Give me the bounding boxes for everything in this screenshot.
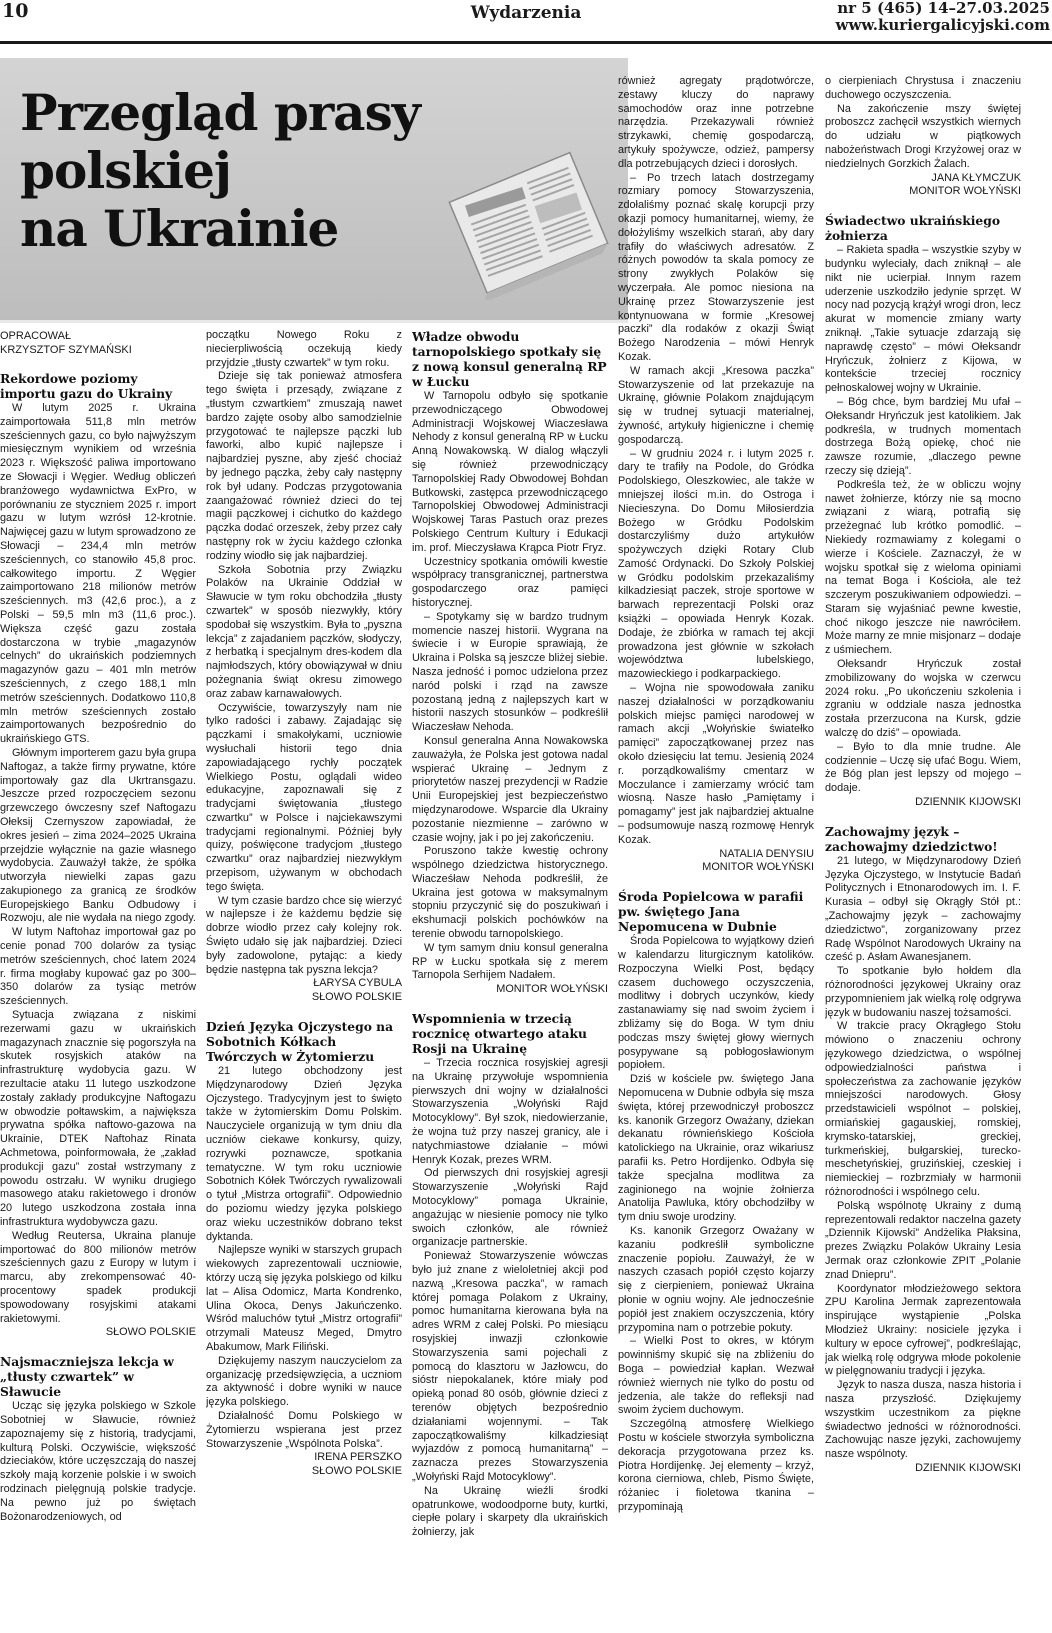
article-signature [825, 172, 1021, 200]
article-paragraph: – Bóg chce, bym bardziej Mu ufał – Ołeksandr Hryńczuk jest katolikiem. Jak podkreśla, w trudnych momentach dostrzega Bożą opiekę, choć nie zawsze rozumie, „dlaczego pewne rzeczy się dzieją”. [825, 395, 1021, 477]
masthead-title-line: na Ukrainie [20, 199, 339, 258]
article-paragraph: Ołeksandr Hryńczuk został zmobilizowany do wojska w czerwcu 2024 roku. „Po ukończeniu szkolenia i zgraniu w oddziale nasza jednostka została przerzucona na Kursk, gdzie walczę do dziś” – opowiada. [825, 658, 1021, 740]
article-paragraph: Dziś w kościele pw. świętego Jana Nepomucena w Dubnie odbyła się msza święta, której przewodniczył proboszcz ks. kanonik Grzegorz Oważany, dziekan dekanatu równieńskiego Kościoła katolickiego na Ukrainie, oraz wikariusz parafii ks. Petro Hordijenko. Odbyła się także specjalna modlitwa za zaginionego na wojnie żołnierza Anatolija Pawluka, który obchodziłby w tym dniu swoje urodziny. [618, 1073, 814, 1224]
article-paragraph: początku Nowego Roku z niecierpliwością oczekują kiedy przyjdzie „tłusty czwartek” w tym roku. [206, 329, 402, 369]
article-title: Władze obwodu tarnopolskiego spotkały się z nową konsul generalną RP w Łucku [412, 329, 607, 389]
article-paragraph: Sytuacja związana z niskimi rezerwami gazu w ukraińskich magazynach znacznie się pogorszyła na skutek rosyjskich ataków na infrastrukturę wydobycia gazu. W rezultacie ataku 11 lutego uszkodzone zostały zakłady produkcyjne Naftogazu w obwodzie połtawskim, a największa prywatna spółka naftowo-gazowa na Ukrainie, DTEK Naftohaz Rinata Achmetowa, poinformowała, że „zakład produkcji gazu” został wstrzymany z powodu ostrzału. W wyniku drugiego masowego ataku rakietowego i dronów 20 lutego uszkodzona została inna infrastruktura wydobywcza gazu. [0, 1009, 196, 1229]
issue-number: nr 5 (465) 14–27.03.2025 [837, 0, 1050, 17]
article-paragraph: Na Ukrainę wieźli środki opatrunkowe, wodoodporne buty, kurtki, ciepłe polary i skarpety dla ukraińskich żołnierzy, jak [412, 1484, 608, 1539]
article-paragraph: 21 lutego obchodzony jest Międzynarodowy Dzień Języka Ojczystego. Tradycyjnym jest to święto także w żytomierskim Domu Polskim. Nauczyciele organizują w tym dniu dla uczniów ciekawe konkursy, quizy, rozrywki poznawcze, spotkania tematyczne. W tym roku uczniowie Sobotnich Kółek Twórczych rywalizowali o tytuł „Mistrza ortografii”. Odpowiednio do poziomu wiedzy języka polskiego oraz wieku uczestników dobrano tekst dyktanda. [206, 1065, 402, 1243]
article-paragraph: Działalność Domu Polskiego w Żytomierzu wspierana jest przez Stowarzyszenie „Wspólnota Polska”. [206, 1409, 402, 1450]
article-paragraph: W trakcie pracy Okrągłego Stołu mówiono o znaczeniu ochrony językowego dziedzictwa, o wspólnej odpowiedzialności państwa i społeczeństwa za zachowanie języków mniejszości narodowych. Głosy przedstawicieli wspólnot – polskiej, ormiańskiej gagauskiej, romskiej, krymsko-tatarskiej, greckiej, turkmeńskiej, bułgarskiej, turecko-meschetyńskiej, gruzińskiej, czeskiej i niemieckiej – rozbrzmiały w harmonii różnorodności i wspólnego celu. [825, 1020, 1021, 1198]
article-paragraph: Głównym importerem gazu była grupa Naftogaz, a także firmy prywatne, które importowały gaz dla Ukrtransgazu. Jeszcze przed rozpoczęciem sezonu grzewczego ówczesny szef Naftogazu Ołeksij Czernyszow zapowiadał, że okres jesień – zima 2024–2025 Ukraina przejdzie wyłącznie na gazie własnego wydobycia. Zauważył także, że spółka utworzyła niewielki zapas gazu zakupionego za granicą ze środków Europejskiego Banku Odbudowy i Rozwoju, ale nie wydała na niego zgody. [0, 746, 196, 925]
article-paragraph: – W grudniu 2024 r. i lutym 2025 r. dary te trafiły na Podole, do Gródka Podolskiego, Oleszkowiec, ale także w mniejszej ilości m.in. do Ostroga i Niecieszyna. Do Domu Miłosierdzia Bożego w Gródku Podolskim dostarczyliśmy dużo artykułów spożywczych dzięki Rotary Club Zamość Ordynacki. Do Szkoły Polskiej w Gródku podolskim przekazaliśmy kilkadziesiąt paczek, stroje sportowe w barwach reprezentacji Polski oraz książki – opowiada Henryk Kozak. Dodaje, że zbiórka w ramach tej akcji prowadzona jest głównie w szkołach województwa lubelskiego, mazowieckiego i podkarpackiego. [618, 447, 814, 681]
byline-author: KRZYSZTOF SZYMAŃSKI [0, 344, 132, 356]
article-paragraph: Od pierwszych dni rosyjskiej agresji Stowarzyszenie „Wołyński Rajd Motocyklowy” pomaga Ukrainie, angażując w niesienie pomocy nie tylko swoich członków, ale również organizacje partnerskie. [412, 1167, 608, 1249]
article-paragraph: Na zakończenie mszy świętej proboszcz zachęcił wszystkich wiernych do udziału w piątkowych nabożeństwach Drogi Krzyżowej oraz w niedzielnych Gorzkich Żalach. [825, 102, 1021, 170]
article-signature: MONITOR WOŁYŃSKI [496, 983, 608, 996]
issue-info [836, 0, 1050, 34]
article-title: Rekordowe poziomy importu gazu do Ukrainy [0, 371, 173, 401]
article-paragraph: – Po trzech latach dostrzegamy rozmiary pomocy Stowarzyszenia, zdołaliśmy poznać skalę korupcji przy okazji pomocy humanitarnej, wiemy, że dołożyliśmy wszelkich starań, aby dary trafiły do właściwych adresatów. Z różnych powodów ta skala pomocy ze strony zwykłych Polaków się wyczerpała. Ale pomoc niesiona na Ukrainę przez Stowarzyszenie jest kontynuowana w formie „Kresowej paczki” dla rodaków z okazji Świąt Bożego Narodzenia – mówi Henryk Kozak. [618, 171, 814, 363]
section-name: Wydarzenia [470, 3, 582, 23]
article-paragraph: Najlepsze wyniki w starszych grupach wiekowych zaprezentowali uczniowie, którzy uczą się języka polskiego od kilku lat – Alisa Odomicz, Marta Kondrenko, Ulina Okoca, Denys Jakuńczenko. Wśród maluchów tytuł „Mistrz ortografii” otrzymali Mateusz Meged, Dmytro Abakumow, Mark Filiński. [206, 1244, 402, 1353]
column-5 [825, 75, 1021, 1630]
article-paragraph: o cierpieniach Chrystusa i znaczeniu duchowego oczyszczenia. [825, 75, 1021, 101]
article-signature: SŁOWO POLSKIE [105, 1326, 196, 1339]
article-paragraph: Według Reutersa, Ukraina planuje importować do 800 milionów metrów sześciennych gazu z Europy w lutym i marcu, aby zrekompensować 40-procentowy spadek produkcji spowodowany rosyjskimi atakami rakietowymi. [0, 1229, 196, 1325]
article-paragraph: Dzieje się tak ponieważ atmosfera tego święta i przesądy, związane z „tłustym czwartkiem” zmuszają nawet bardzo zajęte osoby albo samodzielnie przygotować te najlepsze pączki lub faworki, albo kupić najlepsze i najbardziej pyszne, aby zjeść chociaż by jednego pączka, żeby cały następny rok był udany. Podczas przygotowania zaangażować również dzieci do tej magii pączkowej i cichutko do każdego pączka dodać orzeszek, żeby przez cały następny rok w życiu każdego członka rodziny wiodło się jak najbardziej. [206, 370, 402, 562]
masthead-title-line: polskiej [20, 141, 231, 200]
article-paragraph: – Trzecia rocznica rosyjskiej agresji na Ukrainę przywołuje wspomnienia pierwszych dni wojny w działalności Stowarzyszenia „Wołyński Rajd Motocyklowy”. Był szok, niedowierzanie, że wojna tuż przy naszej granicy, ale i natychmiastowe działanie – mówi Henryk Kozak, prezes WRM. [412, 1057, 608, 1166]
article-paragraph: – Było to dla mnie trudne. Ale codziennie – Uczę się ufać Bogu. Wiem, że Bóg plan jest lepszy od mojego – dodaje. [825, 740, 1021, 795]
article-paragraph: Poruszono także kwestię ochrony wspólnego dziedzictwa historycznego. Wiacześław Nehoda podkreślił, że Ukraina jest gotowa w maksymalnym stopniu przyczynić się do poszukiwań i ekshumacji polskich pochówków na terenie obwodu tarnopolskiego. [412, 845, 608, 941]
column-4 [618, 75, 814, 1630]
masthead-title-line: Przegląd prasy [20, 83, 420, 142]
article-paragraph: Podkreśla też, że w obliczu wojny nawet żołnierze, którzy nie są mocno związani z wiarą, potrafią się przeżegnać lub krótko pomodlić. – Niekiedy rozmawiamy z kolegami o wierze i Kościele. Zaznaczył, że w wojsku spotkał się z wieloma opiniami na temat Boga i Kościoła, ale też szczerym poszukiwaniem odpowiedzi. – Staram się wyjaśniać pewne kwestie, choć nikogo jeszcze nie nawróciłem. Może marny ze mnie misjonarz – dodaje z uśmiechem. [825, 478, 1021, 657]
article-paragraph: Język to nasza dusza, nasza historia i nasza przyszłość. Dziękujemy wszystkim uczestnikom za piękne świadectwo jedności w różnorodności. Zachowując nasze języki, zachowujemy nasze wspólnoty. [825, 1379, 1021, 1461]
article-paragraph: W tym samym dniu konsul generalna RP w Łucku spotkała się z merem Tarnopola Serhijem Nadałem. [412, 941, 608, 982]
signature-author: NATALIA DENYSIU [719, 847, 814, 860]
article-paragraph: Konsul generalna Anna Nowakowska zauważyła, że Polska jest gotowa nadal wspierać Ukrainę – Jednym z priorytetów naszej prezydencji w Radzie Unii Europejskiej jest bezpieczeństwo międzynarodowe. Wsparcie dla Ukrainy pozostanie niezmienne – zarówno w czasie wojny, jak i po jej zakończeniu. [412, 734, 608, 844]
article-paragraph: – Spotykamy się w bardzo trudnym momencie naszej historii. Wygrana na świecie i w Europie sprawiają, że Ukraina i Polska są jeszcze bliżej siebie. Nasza jedność i pomoc udzielona przez naród polski i rząd na zawsze pozostaną jedną z najlepszych kart w historii naszych stosunków – podkreślił Wiaczesław Nehoda. [412, 610, 608, 734]
article-paragraph: – Rakieta spadła – wszystkie szyby w budynku wyleciały, dach zniknął – ale nikt nie ucierpiał. Innym razem uderzenie uszkodziło jedynie sprzęt. W nocy nad pozycją krążył wrogi dron, lecz akurat w momencie zmiany warty zniknął. „Takie sytuacje zdarzają się naprawdę często” – mówi Ołeksandr Hryńczuk, żołnierz z Kijowa, w kontekście trzeciej rocznicy pełnoskalowej wojny w Ukrainie. [825, 244, 1021, 395]
signature-author: ŁARYSA CYBULA [313, 977, 402, 990]
article-paragraph: – Wojna nie spowodowała zaniku naszej działalności w porządkowaniu polskich miejsc pamięci narodowej w ramach akcji „Wołyńskie światełko pamięci” zapoczątkowanej przez nas około dziesięciu lat temu. Jesienią 2024 r. porządkowaliśmy cmentarz w Moczulance i zamierzamy wrócić tam wiosną. Nasze hasło „Pamiętamy i pomagamy” jest jak najbardziej aktualne – podsumowuje naszą rozmowę Henryk Kozak. [618, 682, 814, 846]
article-title: Zachowajmy język – zachowajmy dziedzictwo! [825, 823, 998, 854]
article-paragraph: Uczestnicy spotkania omówili kwestie współpracy transgranicznej, partnerstwa gospodarczego oraz pamięci historycznej. [412, 555, 608, 609]
article-paragraph: W lutym Naftohaz importował gaz po cenie ponad 700 dolarów za tysiąc metrów sześciennych, choć latem 2024 r. firma mogłaby kupować gaz po 300–350 dolarów za tysiąc metrów sześciennych. [0, 926, 196, 1008]
article-signature: DZIENNIK KIJOWSKI [915, 796, 1021, 809]
article-paragraph: Ks. kanonik Grzegorz Oważany w kazaniu podkreślił symboliczne znaczenie popiołu. Zauważył, że w naszych czasach popiół często kojarzy się z cierpieniem, ponieważ Ukraina płonie w ogniu wojny. Ale jednocześnie popiół jest znakiem oczyszczenia, który przypomina nam o potrzebie pokuty. [618, 1224, 814, 1334]
article-paragraph: Oczywiście, towarzyszyły nam nie tylko radości i zabawy. Zajadając się pączkami i smakołykami, uczniowie wysłuchali historii tego dnia zapowiadającego rychły początek Wielkiego Postu, oglądali wideo edukacyjne, zapoznawali się z tradycjami świętowania „tłustego czwartku” w Polsce i najciekawszymi tradycjami regionalnymi. Później były quizy, poświęcone tradycjom „tłustego czwartku” oraz najbardziej niezwykłym przepisom, używanym w obchodach tego święta. [206, 701, 402, 893]
article-paragraph: Ponieważ Stowarzyszenie wówczas było już znane z wieloletniej akcji pod nazwą „Kresowa paczka”, w ramach której pomaga Polakom z Ukrainy, pomoc humanitarna kierowana była na adres WRM z całej Polski. Po miesiącu rosyjskiej inwazji członkowie Stowarzyszenia sami pojechali z pomocą do klasztoru w Jazłowcu, do sióstr niepokalanek, które miały pod opieką ponad 80 osób, głównie dzieci z terenów objętych bezpośrednio działaniami wojennymi. – Tak zapoczątkowaliśmy kilkadziesiąt wyjazdów z pomocą humanitarną” – zaznacza prezes Stowarzyszenia „Wołyński Rajd Motocyklowy”. [412, 1250, 608, 1483]
article-title: Najsmaczniejsza lekcja w „tłusty czwartek” w Sławucie [0, 1354, 174, 1400]
article-paragraph: W ramach akcji „Kresowa paczka” Stowarzyszenie od lat przekazuje na Ukrainę, głównie Polakom znajdującym się w trudnej sytuacji materialnej, żywność, artykuły higieniczne i chemię gospodarczą. [618, 364, 814, 446]
masthead-title [20, 84, 440, 258]
signature-author: IRENA PERSZKO [314, 1451, 402, 1464]
article-paragraph: To spotkanie było hołdem dla różnorodności językowej Ukrainy oraz przypomnieniem jak wielką rolę odgrywa język w budowaniu naszej tożsamości. [825, 965, 1021, 1019]
byline-line: OPRACOWAŁ [0, 330, 72, 342]
article-signature: DZIENNIK KIJOWSKI [915, 1461, 1021, 1474]
masthead-banner [0, 58, 628, 323]
article-paragraph: Szkoła Sobotnia przy Związku Polaków na Ukrainie Oddział w Sławucie w tym roku obchodziła „tłusty czwartek” w sposób niezwykły, który spodobał się wszystkim. Była to „pyszna lekcja” z zajadaniem pączków, słodyczy, z herbatką i specjalnym dres-kodem dla najmłodszych, który obowiązywał w dniu pożegnania świąt okresu zimowego oraz zabaw karnawałowych. [206, 563, 402, 700]
signature-source: SŁOWO POLSKIE [311, 1465, 402, 1478]
article-signature [618, 848, 814, 876]
article-paragraph: – Wielki Post to okres, w którym powinniśmy skupić się na zbliżeniu do Boga – powiedział kapłan. Wezwał również wiernych nie tylko do postu od jedzenia, ale także do refleksji nad swoim życiem duchowym. [618, 1335, 814, 1417]
article-paragraph: Szczególną atmosferę Wielkiego Postu w kościele stworzyła symboliczna dekoracja przygotowana przez ks. Piotra Hordijenkę. Jej elementy – krzyż, korona cierniowa, chleb, Pismo Święte, różaniec i fioletowa tkanina – przypominają [618, 1418, 814, 1513]
signature-author: JANA KŁYMCZUK [931, 171, 1021, 184]
article-paragraph: W Tarnopolu odbyło się spotkanie przewodniczącego Obwodowej Administracji Wojskowej Wiaczesława Nehody z konsul generalną RP w Łucku Anną Nowakowską. W dialog włączyli się również przewodniczący Tarnopolskiej Rady Obwodowej Bohdan Butkowski, zastępca przewodniczącego Tarnopolskiej Obwodowej Administracji Wojskowej Taras Pastuch oraz prezes Polskiego Centrum Kultury i Edukacji im. prof. Mieczysława Krąpca Piotr Fryz. [412, 390, 608, 554]
article-title: Świadectwo ukraińskiego żołnierza [825, 213, 1001, 244]
page-number: 10 [2, 0, 29, 22]
signature-source: MONITOR WOŁYŃSKI [909, 185, 1021, 198]
column-1 [0, 329, 196, 1629]
site-url[interactable]: www.kuriergalicyjski.com [835, 16, 1050, 34]
article-signature [206, 977, 402, 1005]
newspaper-icon [440, 150, 610, 300]
article-title: Dzień Języka Ojczystego na Sobotnich Kółkach Twórczych w Żytomierzu [206, 1019, 394, 1065]
article-title: Wspomnienia w trzecią rocznicę otwartego ataku Rosji na Ukrainę [412, 1011, 587, 1057]
article-paragraph: Dziękujemy naszym nauczycielom za organizację przedsięwzięcia, a uczniom za aktywność i dobre wyniki w nauce języka polskiego. [206, 1354, 402, 1409]
column-3 [412, 329, 608, 1629]
article-paragraph: również agregaty prądotwórcze, zestawy kluczy do naprawy samochodów oraz inne potrzebne narzędzia. Przekazywali również strzykawki, chemię gospodarczą, artykuły spożywcze, odzież, pampersy dla potrzebujących dzieci i dorosłych. [618, 75, 814, 170]
article-paragraph: Koordynator młodzieżowego sektora ZPU Karolina Jermak zaprezentowała inspirujące wystąpienie „Polska Młodzież Ukrainy: nosiciele języka i kultury w epoce cyfrowej”, podkreślając, jak wielką rolę odgrywa młode pokolenie w pielęgnowaniu tradycji i języka. [825, 1282, 1021, 1378]
page-header [0, 0, 1052, 44]
article-paragraph: Ucząc się języka polskiego w Szkole Sobotniej w Sławucie, również zapoznajemy się z historią, tradycjami, kulturą Polski. Oczywiście, większość dzieciaków, które uczęszczają do naszej szkoły mają korzenie polskie i w swoich rodzinach pielęgnują polskie tradycje. Na pewno już po świętach Bożonarodzeniowych, od [0, 1400, 196, 1523]
article-paragraph: W lutym 2025 r. Ukraina zaimportowała 511,8 mln metrów sześciennych gazu, co było najwyższym miesięcznym wynikiem od września 2023 r. Większość paliwa importowano ze Słowacji i Węgier. Według obliczeń branżowego wydawnictwa ExPro, w porównaniu ze styczniem 2025 r. import gazu w lutym wzrósł 12-krotnie. Najwięcej gazu w lutym sprowadzono ze Słowacji – 234,4 mln metrów sześciennych, co stanowiło 45,8 proc. całkowitego importu. Z Węgier zaimportowano 218 milionów metrów sześciennych. m3 (42,6 proc.), a z Polski – 59,5 mln m3 (11,6 proc.). Większa część gazu została dostarczona w trybie „magazynów celnych” do ukraińskich podziemnych magazynów gazu – 401 mln metrów sześciennych, z czego 188,1 mln metrów sześciennych. Dodatkowo 110,8 mln metrów sześciennych zostało zaimportowanych bezpośrednio do ukraińskiego GTS. [0, 402, 196, 746]
article-title: Środa Popielcowa w parafii pw. świętego Jana Nepomucena w Dubnie [618, 889, 804, 935]
signature-source: MONITOR WOŁYŃSKI [702, 861, 814, 874]
byline [0, 329, 196, 357]
article-paragraph: Środa Popielcowa to wyjątkowy dzień w kalendarzu liturgicznym katolików. Rozpoczyna Wielki Post, będący czasem duchowego oczyszczenia, modlitwy i dobrych uczynków, kiedy zastanawiamy się nad swoim życiem i zbliżamy się do Boga. W tym dniu podczas mszy świętej głowy wiernych posypywane są pobłogosławionym popiołem. [618, 935, 814, 1072]
column-2 [206, 329, 402, 1629]
article-paragraph: Polską wspólnotę Ukrainy z dumą reprezentowali redaktor naczelna gazety „Dziennik Kijowski” Andżelika Płaksina, prezes Związku Polaków Ukrainy Lesia Jermak oraz członkowie ZPIT „Polanie znad Dniepru”. [825, 1199, 1021, 1281]
article-paragraph: 21 lutego, w Międzynarodowy Dzień Języka Ojczystego, w Instytucie Badań Politycznych i Etnonarodowych im. I. F. Kurasia – odbył się Okrągły Stół pt.: „Zachowajmy język – zachowajmy dziedzictwo”, zorganizowany przez Radę Wspólnot Narodowych Ukrainy na cześć p. Asłam Awanesjanem. [825, 854, 1021, 964]
signature-source: SŁOWO POLSKIE [311, 991, 402, 1004]
article-paragraph: W tym czasie bardzo chce się wierzyć w najlepsze i że każdemu będzie się dobrze wiodło przez cały kolejny rok. Święto udało się jak najbardziej. Dzieci były zadowolone, pytając: a kiedy będzie następna tak pyszna lekcja? [206, 894, 402, 976]
article-signature [206, 1451, 402, 1479]
